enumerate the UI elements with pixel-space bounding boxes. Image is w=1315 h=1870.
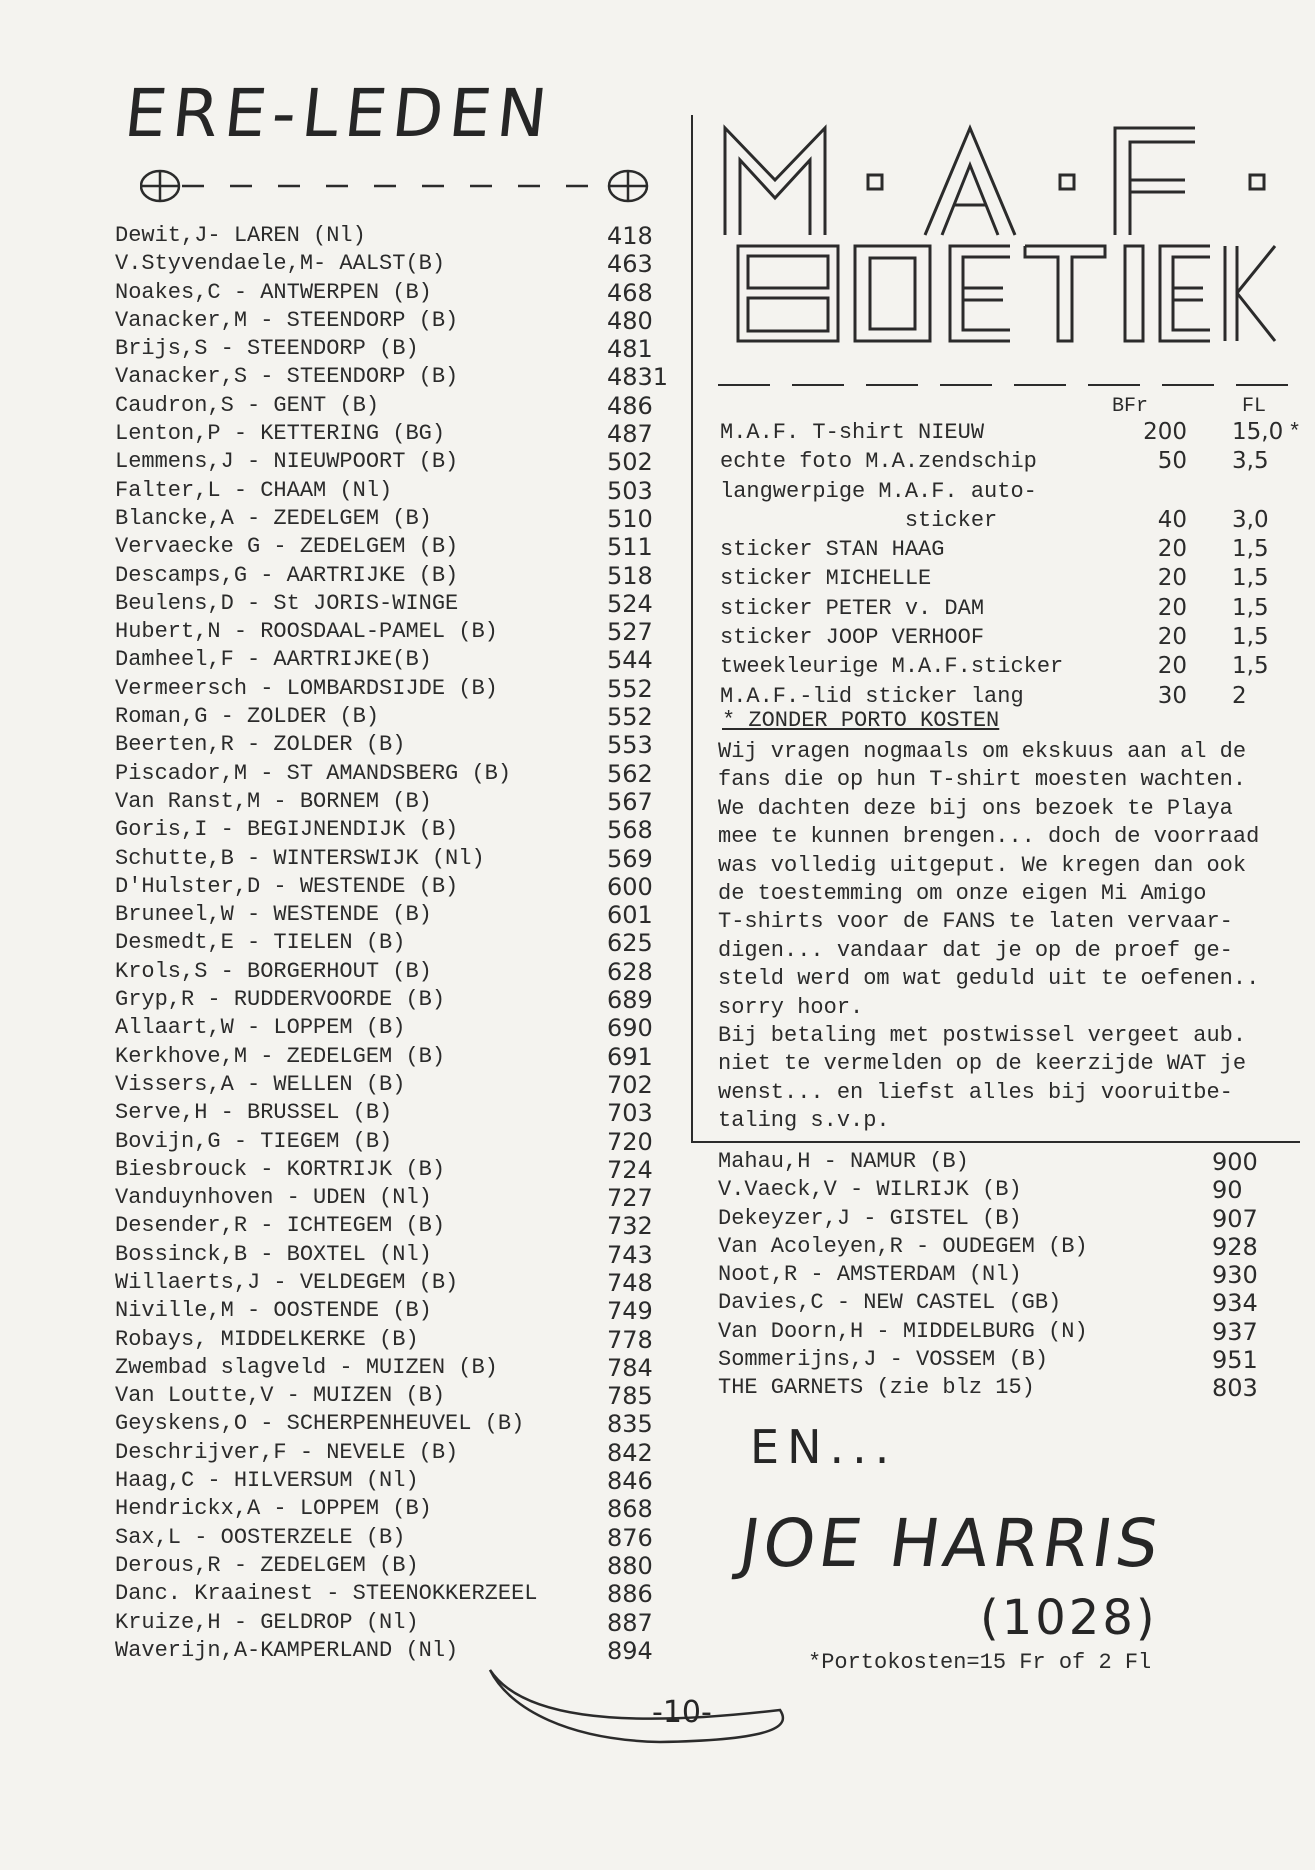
shop-price-list (720, 418, 1305, 711)
member-row (718, 1176, 1278, 1204)
member-number: 842 (607, 1438, 653, 1467)
member-number: 887 (607, 1608, 653, 1637)
member-row (115, 1609, 655, 1637)
member-number: 628 (607, 957, 653, 986)
member-row (718, 1374, 1278, 1402)
member-number: 907 (1212, 1204, 1258, 1233)
member-row (718, 1148, 1278, 1176)
member-name: Van Ranst,M - BORNEM (B) (115, 788, 432, 814)
member-name: Derous,R - ZEDELGEM (B) (115, 1552, 419, 1578)
member-row (115, 1524, 655, 1552)
shop-item-name: sticker PETER v. DAM (720, 595, 985, 621)
member-row (115, 363, 669, 392)
member-number: 601 (607, 901, 653, 930)
member-name: Serve,H - BRUSSEL (B) (115, 1100, 393, 1126)
member-name: V.Styvendaele,M- AALST(B) (115, 251, 446, 277)
member-name: Brijs,S - STEENDORP (B) (115, 336, 419, 362)
member-number: 4831 (607, 363, 669, 392)
member-name: Biesbrouck - KORTRIJK (B) (115, 1156, 446, 1182)
member-number: 480 (607, 306, 653, 335)
member-name: THE GARNETS (zie blz 15) (718, 1375, 1035, 1401)
apology-paragraph: Wij vragen nogmaals om ekskuus aan al de fans die op hun T-shirt moesten wachten. We dachten deze bij ons bezoek te Playa mee te kunnen brengen... doch de voorraad was volledig uitgeput. We kregen dan ook de toestemming om onze eigen Mi Amigo T-shirts voor de FANS te laten vervaar- digen... vandaar dat je op de proef ge- steld werd om wat geduld uit te oefenen.. sorry hoor. Bij betaling met postwissel vergeet aub. niet te vermelden op de keerzijde WAT je wenst... en liefst alles bij vooruitbe- taling s.v.p. (718, 739, 1260, 1134)
member-row (115, 1382, 655, 1410)
member-row (115, 392, 655, 420)
member-name: Van Doorn,H - MIDDELBURG (N) (718, 1318, 1088, 1344)
maf-title (720, 120, 1310, 240)
member-row (115, 901, 655, 929)
member-row (115, 958, 655, 986)
member-name: Krols,S - BORGERHOUT (B) (115, 958, 432, 984)
shop-item-row (720, 652, 1305, 681)
shop-item-row (720, 447, 1305, 476)
shop-item-row (720, 477, 1305, 506)
member-row (718, 1289, 1278, 1317)
member-name: Hendrickx,A - LOPPEM (B) (115, 1496, 432, 1522)
member-number: 625 (607, 929, 653, 958)
member-number: 463 (607, 250, 653, 279)
member-row (115, 1552, 655, 1580)
member-number: 894 (607, 1636, 653, 1665)
member-number: 724 (607, 1155, 653, 1184)
member-number: 900 (1212, 1148, 1258, 1176)
member-number: 803 (1212, 1374, 1258, 1403)
member-number: 876 (607, 1523, 653, 1552)
member-row (115, 1184, 655, 1212)
member-number: 569 (607, 844, 653, 873)
shop-item-name: sticker STAN HAAG (720, 537, 945, 563)
member-number: 502 (607, 448, 653, 477)
member-row (718, 1318, 1278, 1346)
member-number: 951 (1212, 1346, 1258, 1375)
member-name: Kerkhove,M - ZEDELGEM (B) (115, 1043, 446, 1069)
member-number: 928 (1212, 1232, 1258, 1261)
fl-header: FL (1242, 395, 1267, 418)
shop-item-bfr: 200 (1143, 419, 1187, 445)
shop-divider (718, 380, 1288, 390)
shop-item-bfr: 20 (1157, 624, 1187, 651)
member-name: Lenton,P - KETTERING (BG) (115, 421, 446, 447)
member-row (115, 1099, 655, 1127)
member-row (718, 1205, 1278, 1233)
member-row (115, 1128, 655, 1156)
member-row (115, 929, 655, 957)
member-name: Vissers,A - WELLEN (B) (115, 1071, 406, 1097)
shop-item-name: M.A.F.-lid sticker lang (720, 683, 1024, 709)
member-row (115, 279, 655, 307)
member-name: Kruize,H - GELDROP (Nl) (115, 1609, 419, 1635)
shop-item-bfr: 20 (1157, 536, 1187, 563)
member-row (115, 788, 655, 816)
member-name: Sommerijns,J - VOSSEM (B) (718, 1347, 1049, 1373)
shop-column-headers (720, 395, 1300, 419)
member-row (115, 1326, 655, 1354)
member-row (115, 420, 655, 448)
member-row (115, 1410, 655, 1438)
member-number: 510 (607, 504, 653, 533)
member-name: Waverijn,A-KAMPERLAND (Nl) (115, 1637, 459, 1663)
member-row (115, 618, 655, 646)
member-number: 468 (607, 278, 653, 307)
member-name: Falter,L - CHAAM (Nl) (115, 477, 393, 503)
member-number: 690 (607, 1014, 653, 1043)
member-name: Deschrijver,F - NEVELE (B) (115, 1439, 459, 1465)
member-name: Desmedt,E - TIELEN (B) (115, 930, 406, 956)
shop-item-fl: 2 (1232, 682, 1247, 709)
member-number: 835 (607, 1410, 653, 1439)
member-number: 481 (607, 335, 653, 364)
shop-item-row (720, 594, 1305, 623)
shop-item-row (720, 564, 1305, 593)
member-row (115, 1580, 655, 1608)
member-row (115, 1495, 655, 1523)
member-name: Vanduynhoven - UDEN (Nl) (115, 1185, 432, 1211)
shop-item-bfr: 20 (1157, 594, 1187, 621)
member-number: 749 (607, 1297, 653, 1326)
member-name: Bossinck,B - BOXTEL (Nl) (115, 1241, 432, 1267)
member-number: 691 (607, 1042, 653, 1071)
member-name: Geyskens,O - SCHERPENHEUVEL (B) (115, 1411, 525, 1437)
joe-harris-heading: JOE HARRIS (734, 1505, 1168, 1582)
member-row (115, 335, 655, 363)
page-number: -10- (652, 1695, 712, 1730)
member-row (115, 250, 655, 278)
member-number: 868 (607, 1495, 653, 1524)
porto-footnote: *Portokosten=15 Fr of 2 Fl (808, 1650, 1152, 1675)
member-number: 527 (607, 618, 653, 647)
member-row (115, 646, 655, 674)
member-name: Goris,I - BEGIJNENDIJK (B) (115, 817, 459, 843)
member-row (115, 222, 655, 250)
member-number: 487 (607, 420, 653, 449)
member-number: 486 (607, 391, 653, 420)
member-row (115, 1269, 655, 1297)
member-name: Mahau,H - NAMUR (B) (718, 1149, 969, 1174)
member-name: Vermeersch - LOMBARDSIJDE (B) (115, 675, 498, 701)
member-number: 511 (607, 533, 653, 562)
member-number: 518 (607, 561, 653, 590)
shop-item-fl: 3,0 (1232, 506, 1269, 533)
honorary-members-list (115, 222, 669, 1665)
member-row (115, 590, 655, 618)
member-number: 846 (607, 1467, 653, 1496)
member-row (115, 477, 655, 505)
porto-note: * ZONDER PORTO KOSTEN (722, 708, 1000, 733)
shop-item-name: langwerpige M.A.F. auto- (720, 478, 1037, 504)
boetiek-title (735, 243, 1280, 348)
member-number: 552 (607, 703, 653, 732)
member-row (115, 845, 655, 873)
member-number: 886 (607, 1580, 653, 1609)
member-row (718, 1233, 1278, 1261)
member-name: Beerten,R - ZOLDER (B) (115, 732, 406, 758)
member-name: Roman,G - ZOLDER (B) (115, 704, 380, 730)
member-number: 418 (607, 222, 653, 250)
member-name: Gryp,R - RUDDERVOORDE (B) (115, 987, 446, 1013)
member-row (115, 816, 655, 844)
member-number: 880 (607, 1551, 653, 1580)
member-row (115, 1156, 655, 1184)
member-name: Haag,C - HILVERSUM (Nl) (115, 1468, 419, 1494)
member-row (115, 533, 655, 561)
member-name: Noot,R - AMSTERDAM (Nl) (718, 1262, 1022, 1288)
member-number: 503 (607, 476, 653, 505)
shop-item-fl: 1,5 (1232, 565, 1269, 592)
member-number: 90 (1212, 1176, 1243, 1205)
member-number: 544 (607, 646, 653, 675)
member-number: 600 (607, 872, 653, 901)
member-number: 567 (607, 787, 653, 816)
shop-item-bfr: 30 (1157, 682, 1187, 709)
shop-item-row (720, 418, 1305, 447)
member-row (115, 562, 655, 590)
member-name: V.Vaeck,V - WILRIJK (B) (718, 1177, 1022, 1203)
member-row (115, 1043, 655, 1071)
member-name: Descamps,G - AARTRIJKE (B) (115, 562, 459, 588)
member-number: 562 (607, 759, 653, 788)
member-name: Vanacker,M - STEENDORP (B) (115, 307, 459, 333)
joe-harris-number: (1028) (980, 1590, 1158, 1646)
member-row (115, 307, 655, 335)
member-name: Caudron,S - GENT (B) (115, 392, 380, 418)
shop-item-bfr: 40 (1157, 506, 1187, 533)
member-row (718, 1346, 1278, 1374)
member-name: Danc. Kraainest - STEENOKKERZEEL (115, 1581, 538, 1607)
member-number: 748 (607, 1268, 653, 1297)
shop-item-name: tweekleurige M.A.F.sticker (720, 654, 1064, 680)
member-name: Schutte,B - WINTERSWIJK (Nl) (115, 845, 485, 871)
member-row (115, 1071, 655, 1099)
member-name: Allaart,W - LOPPEM (B) (115, 1015, 406, 1041)
shop-item-fl: 3,5 (1232, 448, 1269, 475)
member-number: 689 (607, 986, 653, 1015)
member-name: Niville,M - OOSTENDE (B) (115, 1298, 432, 1324)
member-number: 784 (607, 1353, 653, 1382)
member-name: Noakes,C - ANTWERPEN (B) (115, 279, 432, 305)
member-name: Willaerts,J - VELDEGEM (B) (115, 1269, 459, 1295)
shop-item-name: sticker JOOP VERHOOF (720, 625, 985, 651)
member-name: Van Loutte,V - MUIZEN (B) (115, 1383, 446, 1409)
member-name: Hubert,N - ROOSDAAL-PAMEL (B) (115, 619, 498, 645)
member-number: 732 (607, 1212, 653, 1241)
shop-item-name: M.A.F. T-shirt NIEUW (720, 420, 985, 445)
shop-item-row (720, 623, 1305, 652)
member-name: D'Hulster,D - WESTENDE (B) (115, 873, 459, 899)
member-row (115, 1467, 655, 1495)
member-row (718, 1261, 1278, 1289)
shop-item-name: echte foto M.A.zendschip (720, 449, 1037, 475)
member-number: 930 (1212, 1261, 1258, 1290)
shop-item-fl: 1,5 (1232, 594, 1269, 621)
member-name: Desender,R - ICHTEGEM (B) (115, 1213, 446, 1239)
member-name: Sax,L - OOSTERZELE (B) (115, 1524, 406, 1550)
shop-item-bfr: 50 (1157, 448, 1187, 475)
member-number: 743 (607, 1240, 653, 1269)
shop-item-bfr: 20 (1157, 653, 1187, 680)
shop-item-name: sticker MICHELLE (720, 566, 932, 592)
shop-item-fl: 15,0 (1232, 419, 1284, 445)
member-row (115, 986, 655, 1014)
page-title: ERE-LEDEN (120, 75, 557, 152)
member-number: 785 (607, 1382, 653, 1411)
member-name: Dekeyzer,J - GISTEL (B) (718, 1205, 1022, 1231)
member-number: 552 (607, 674, 653, 703)
member-number: 568 (607, 816, 653, 845)
shop-item-fl: 1,5 (1232, 624, 1269, 651)
shop-item-bfr: 20 (1157, 565, 1187, 592)
member-row (115, 448, 655, 476)
title-divider (140, 168, 650, 204)
member-number: 937 (1212, 1317, 1258, 1346)
shop-item-row (720, 506, 1305, 535)
member-name: Damheel,F - AARTRIJKE(B) (115, 647, 432, 673)
member-row (115, 873, 655, 901)
en-heading: EN... (750, 1420, 898, 1474)
member-name: Lemmens,J - NIEUWPOORT (B) (115, 449, 459, 475)
member-name: Davies,C - NEW CASTEL (GB) (718, 1290, 1062, 1316)
member-name: Beulens,D - St JORIS-WINGE (115, 590, 459, 616)
member-row (115, 731, 655, 759)
member-name: Bruneel,W - WESTENDE (B) (115, 902, 432, 928)
member-row (115, 1297, 655, 1325)
bfr-header: BFr (1112, 395, 1149, 418)
member-number: 702 (607, 1070, 653, 1099)
member-number: 553 (607, 731, 653, 760)
member-number: 703 (607, 1099, 653, 1128)
member-name: Bovijn,G - TIEGEM (B) (115, 1128, 393, 1154)
member-name: Zwembad slagveld - MUIZEN (B) (115, 1354, 498, 1380)
member-number: 778 (607, 1325, 653, 1354)
shop-item-name: sticker (720, 507, 998, 533)
member-row (115, 1439, 655, 1467)
member-name: Vanacker,S - STEENDORP (B) (115, 364, 459, 390)
member-row (115, 703, 655, 731)
member-number: 727 (607, 1184, 653, 1213)
member-row (115, 760, 655, 788)
honorary-members-list-continued (718, 1148, 1278, 1403)
shop-item-row (720, 682, 1305, 711)
member-name: Piscador,M - ST AMANDSBERG (B) (115, 760, 512, 786)
member-name: Blancke,A - ZEDELGEM (B) (115, 505, 432, 531)
member-row (115, 1014, 655, 1042)
member-name: Van Acoleyen,R - OUDEGEM (B) (718, 1233, 1088, 1259)
member-name: Dewit,J- LAREN (Nl) (115, 223, 366, 248)
member-row (115, 675, 655, 703)
page-number-swoosh (480, 1660, 800, 1745)
shop-item-fl: 1,5 (1232, 536, 1269, 563)
shop-item-fl: 1,5 (1232, 653, 1269, 680)
member-number: 524 (607, 589, 653, 618)
member-row (115, 1354, 655, 1382)
shop-item-mark: * (1288, 420, 1302, 445)
member-row (115, 1212, 655, 1240)
member-number: 934 (1212, 1289, 1258, 1318)
member-row (115, 505, 655, 533)
member-name: Robays, MIDDELKERKE (B) (115, 1326, 419, 1352)
shop-item-row (720, 535, 1305, 564)
member-name: Vervaecke G - ZEDELGEM (B) (115, 534, 459, 560)
member-number: 720 (607, 1127, 653, 1156)
member-row (115, 1241, 655, 1269)
